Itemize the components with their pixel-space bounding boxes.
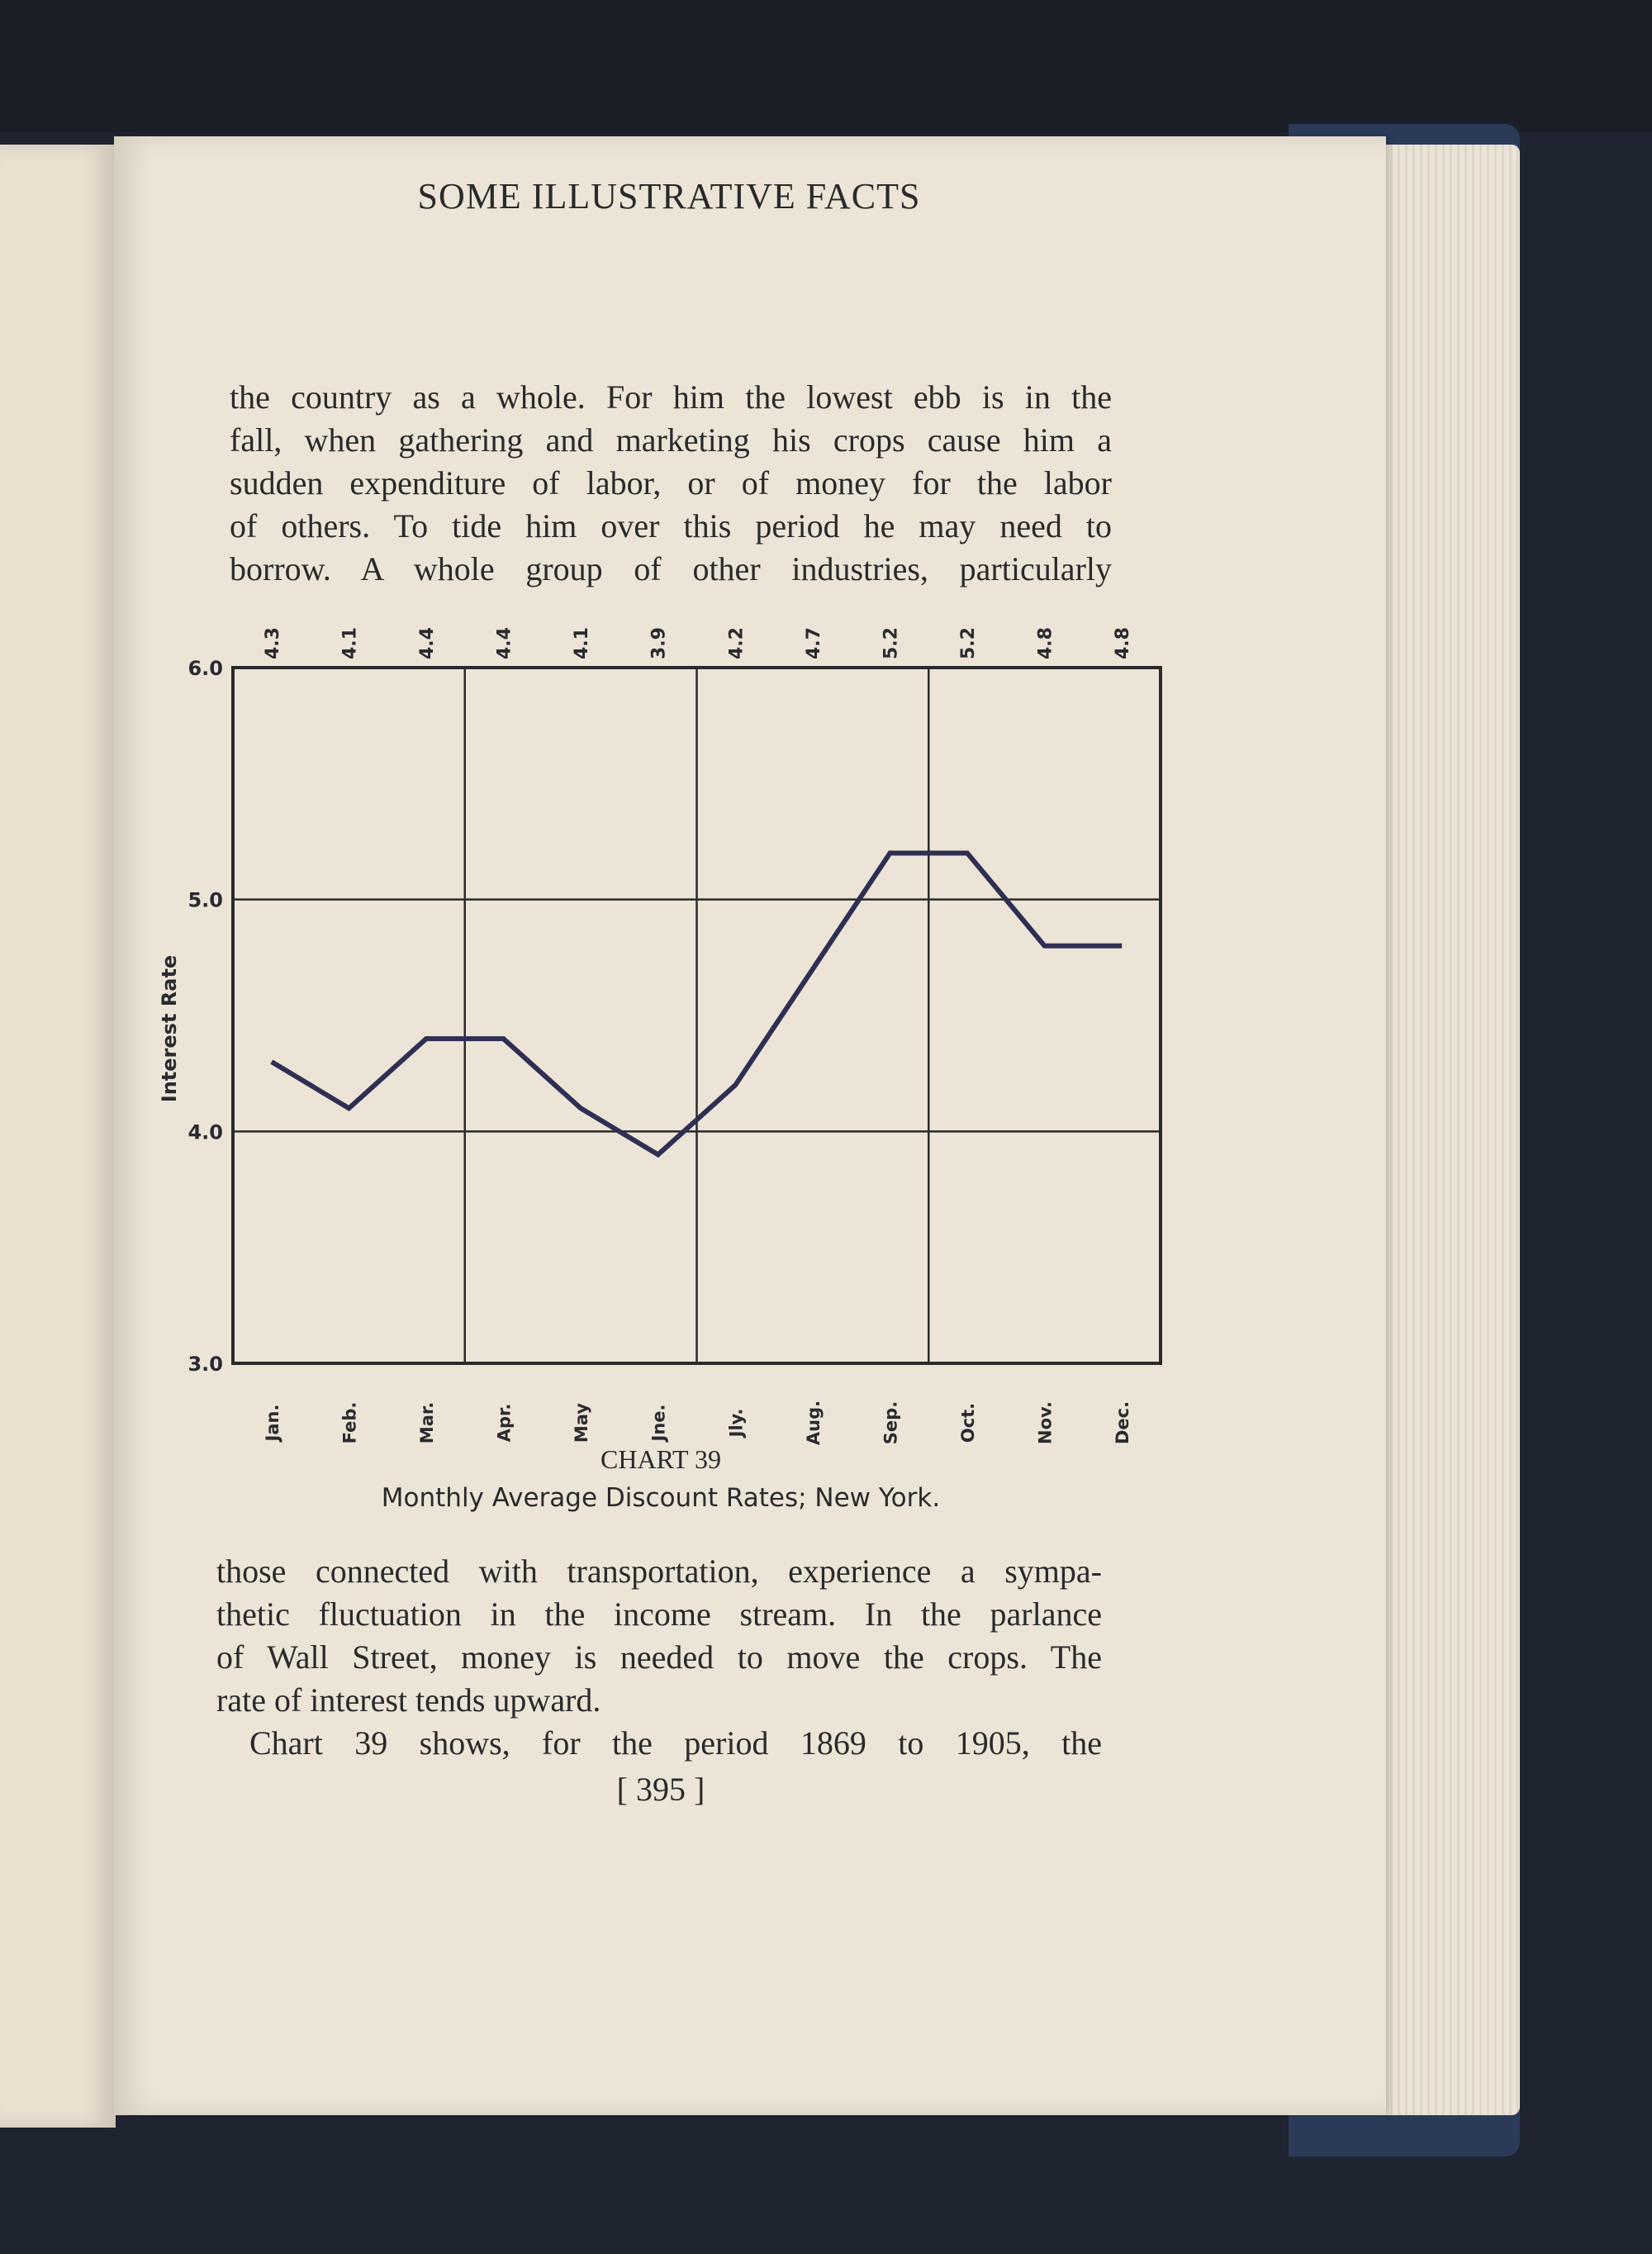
- value-label: 4.3: [262, 627, 283, 659]
- x-tick-label: Aug.: [803, 1400, 824, 1446]
- x-tick-label: Nov.: [1035, 1401, 1056, 1444]
- x-tick-label: Mar.: [416, 1401, 437, 1444]
- x-tick-label: May: [572, 1402, 592, 1443]
- text-line: of Wall Street, money is needed to move the crops. The: [216, 1638, 1102, 1676]
- y-tick-label: 6.0: [188, 657, 223, 680]
- chart-number: CHART 39: [601, 1444, 721, 1474]
- x-tick-label: Apr.: [494, 1403, 515, 1443]
- value-label: 3.9: [648, 627, 670, 659]
- x-tick-label: Jan.: [262, 1404, 282, 1442]
- running-head: SOME ILLUSTRATIVE FACTS: [417, 176, 921, 216]
- x-tick-label: Oct.: [958, 1402, 979, 1443]
- value-label: 4.1: [572, 627, 593, 659]
- x-tick-label: Jne.: [648, 1404, 669, 1442]
- text-line: borrow. A whole group of other industries, particularly: [230, 550, 1112, 587]
- y-tick-label: 3.0: [188, 1353, 223, 1376]
- text-line: of others. To tide him over this period he may need to: [230, 507, 1112, 544]
- value-label: 4.8: [1035, 627, 1056, 659]
- text-line: sudden expenditure of labor, or of money for the labor: [230, 464, 1112, 502]
- text-line: the country as a whole. For him the lowest ebb is in the: [230, 378, 1112, 416]
- text-line: fall, when gathering and marketing his crops cause him a: [230, 421, 1112, 459]
- page-number: [ 395 ]: [616, 1771, 705, 1808]
- y-tick-label: 4.0: [188, 1120, 223, 1144]
- text-line: those connected with transportation, experience a sympa-: [216, 1553, 1102, 1590]
- value-label: 5.2: [958, 627, 980, 659]
- text-line: thetic fluctuation in the income stream. In the parlance: [216, 1595, 1102, 1633]
- value-label: 5.2: [881, 627, 902, 659]
- value-label: 4.1: [339, 627, 361, 659]
- text-line: rate of interest tends upward.: [216, 1681, 601, 1719]
- x-tick-label: Sep.: [881, 1400, 901, 1445]
- value-label: 4.4: [494, 627, 515, 659]
- x-tick-label: Jly.: [726, 1408, 747, 1438]
- value-label: 4.4: [416, 627, 438, 659]
- x-tick-label: Dec.: [1113, 1400, 1133, 1445]
- y-axis-label: Interest Rate: [158, 954, 181, 1103]
- value-label: 4.7: [803, 627, 824, 659]
- chart-caption: Monthly Average Discount Rates; New York.: [381, 1483, 941, 1513]
- y-tick-label: 5.0: [188, 888, 223, 912]
- x-tick-label: Feb.: [339, 1401, 360, 1444]
- value-label: 4.2: [726, 627, 748, 659]
- text-line: Chart 39 shows, for the period 1869 to 1905, the: [249, 1724, 1102, 1762]
- value-label: 4.8: [1113, 627, 1134, 659]
